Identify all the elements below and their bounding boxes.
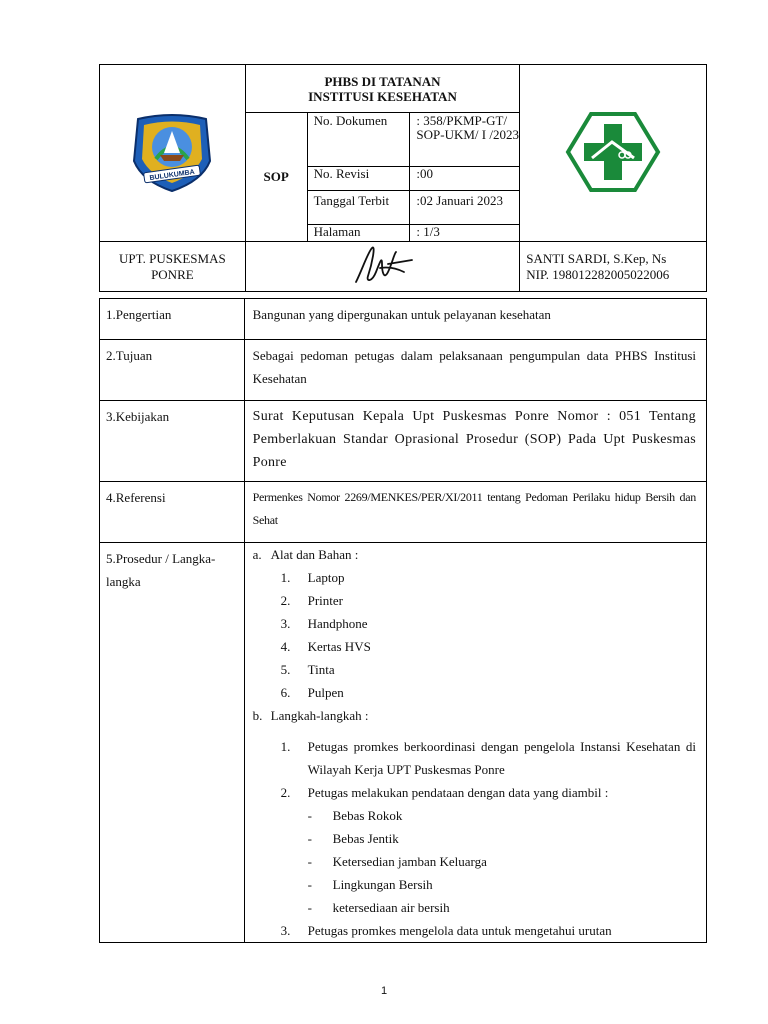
step-item: 2. Petugas melakukan pendataan dengan data yang diambil : (280, 785, 609, 800)
sop-header-table (99, 64, 707, 292)
row-pengertian (100, 299, 707, 340)
row-referensi (100, 482, 707, 543)
org-line-2: PONRE (151, 266, 194, 282)
meta-label-tanggal: Tanggal Terbit (307, 191, 410, 225)
signature-cell (245, 242, 519, 292)
puskesmas-logo-cell (520, 65, 707, 242)
meta-label-halaman: Halaman (307, 225, 410, 242)
data-items-list (253, 804, 696, 919)
row-tujuan (100, 340, 707, 401)
label-kebijakan: 3.Kebijakan (100, 401, 245, 482)
meta-value-dokumen: : 358/PKMP-GT/ SOP-UKM/ I /2023 (410, 113, 520, 167)
tool-item: 4. Kertas HVS (280, 639, 371, 654)
tool-item: 5. Tinta (280, 662, 335, 677)
signatory-name: SANTI SARDI, S.Kep, Ns (526, 250, 667, 266)
alat-bahan-heading: a. Alat dan Bahan : (252, 547, 359, 562)
tool-item: 2. Printer (280, 593, 344, 608)
puskesmas-cross-logo (564, 110, 662, 194)
steps-list (253, 735, 696, 804)
org-line-1: UPT. PUSKESMAS (119, 250, 226, 266)
logo-ribbon-text: BULUKUMBA (149, 168, 196, 182)
sop-content-table (99, 298, 707, 943)
text-referensi: Permenkes Nomor 2269/MENKES/PER/XI/2011 tentang Pedoman Perilaku hidup Bersih dan Sehat (244, 482, 706, 543)
text-tujuan: Sebagai pedoman petugas dalam pelaksanaan pengumpulan data PHBS Institusi Kesehatan (244, 340, 706, 401)
label-prosedur: 5.Prosedur / Langka-langka (100, 543, 245, 943)
signatory-nip: NIP. 198012282005022006 (526, 266, 670, 282)
meta-value-tanggal: :02 Januari 2023 (410, 191, 520, 225)
title-line-1: PHBS DI TATANAN (324, 73, 441, 89)
meta-value-revisi: :00 (410, 167, 520, 191)
title-line-2: INSTITUSI KESEHATAN (308, 88, 457, 104)
meta-value-halaman: : 1/3 (410, 225, 520, 242)
data-item: - Lingkungan Bersih (307, 877, 433, 892)
data-item: - ketersediaan air bersih (307, 900, 450, 915)
text-pengertian: Bangunan yang dipergunakan untuk pelayanan kesehatan (244, 299, 706, 340)
document-title (245, 65, 519, 113)
label-tujuan: 2.Tujuan (100, 340, 245, 401)
signatory-block (520, 242, 707, 292)
meta-label-dokumen: No. Dokumen (307, 113, 410, 167)
data-item: - Bebas Rokok (307, 808, 403, 823)
page-number: 1 (380, 985, 388, 997)
sop-label: SOP (245, 113, 307, 242)
row-prosedur (100, 543, 707, 943)
step-item: 1. Petugas promkes berkoordinasi dengan pengelola Instansi Kesehatan di Wilayah Kerja UPT Puskesmas Ponre (280, 739, 696, 777)
label-pengertian: 1.Pengertian (100, 299, 245, 340)
data-item: - Bebas Jentik (307, 831, 399, 846)
tool-item: 6. Pulpen (280, 685, 344, 700)
data-item: - Ketersedian jamban Keluarga (307, 854, 487, 869)
regency-logo-cell (100, 65, 246, 242)
meta-label-revisi: No. Revisi (307, 167, 410, 191)
tool-item: 1. Laptop (280, 570, 345, 585)
bulukumba-regency-logo (130, 111, 214, 193)
langkah-heading: b. Langkah-langkah : (252, 708, 369, 723)
step-3: 3. Petugas promkes mengelola data untuk mengetahui urutan (280, 923, 612, 938)
text-kebijakan: Surat Keputusan Kepala Upt Puskesmas Ponre Nomor : 051 Tentang Pemberlakuan Standar Oprasional Prosedur (SOP) Pada Upt Puskesmas Ponre (244, 401, 706, 482)
handwritten-signature (342, 242, 422, 288)
prosedur-body (244, 543, 706, 943)
tools-list (253, 566, 696, 704)
row-kebijakan (100, 401, 707, 482)
organization-name (100, 242, 246, 292)
tool-item: 3. Handphone (280, 616, 368, 631)
label-referensi: 4.Referensi (100, 482, 245, 543)
